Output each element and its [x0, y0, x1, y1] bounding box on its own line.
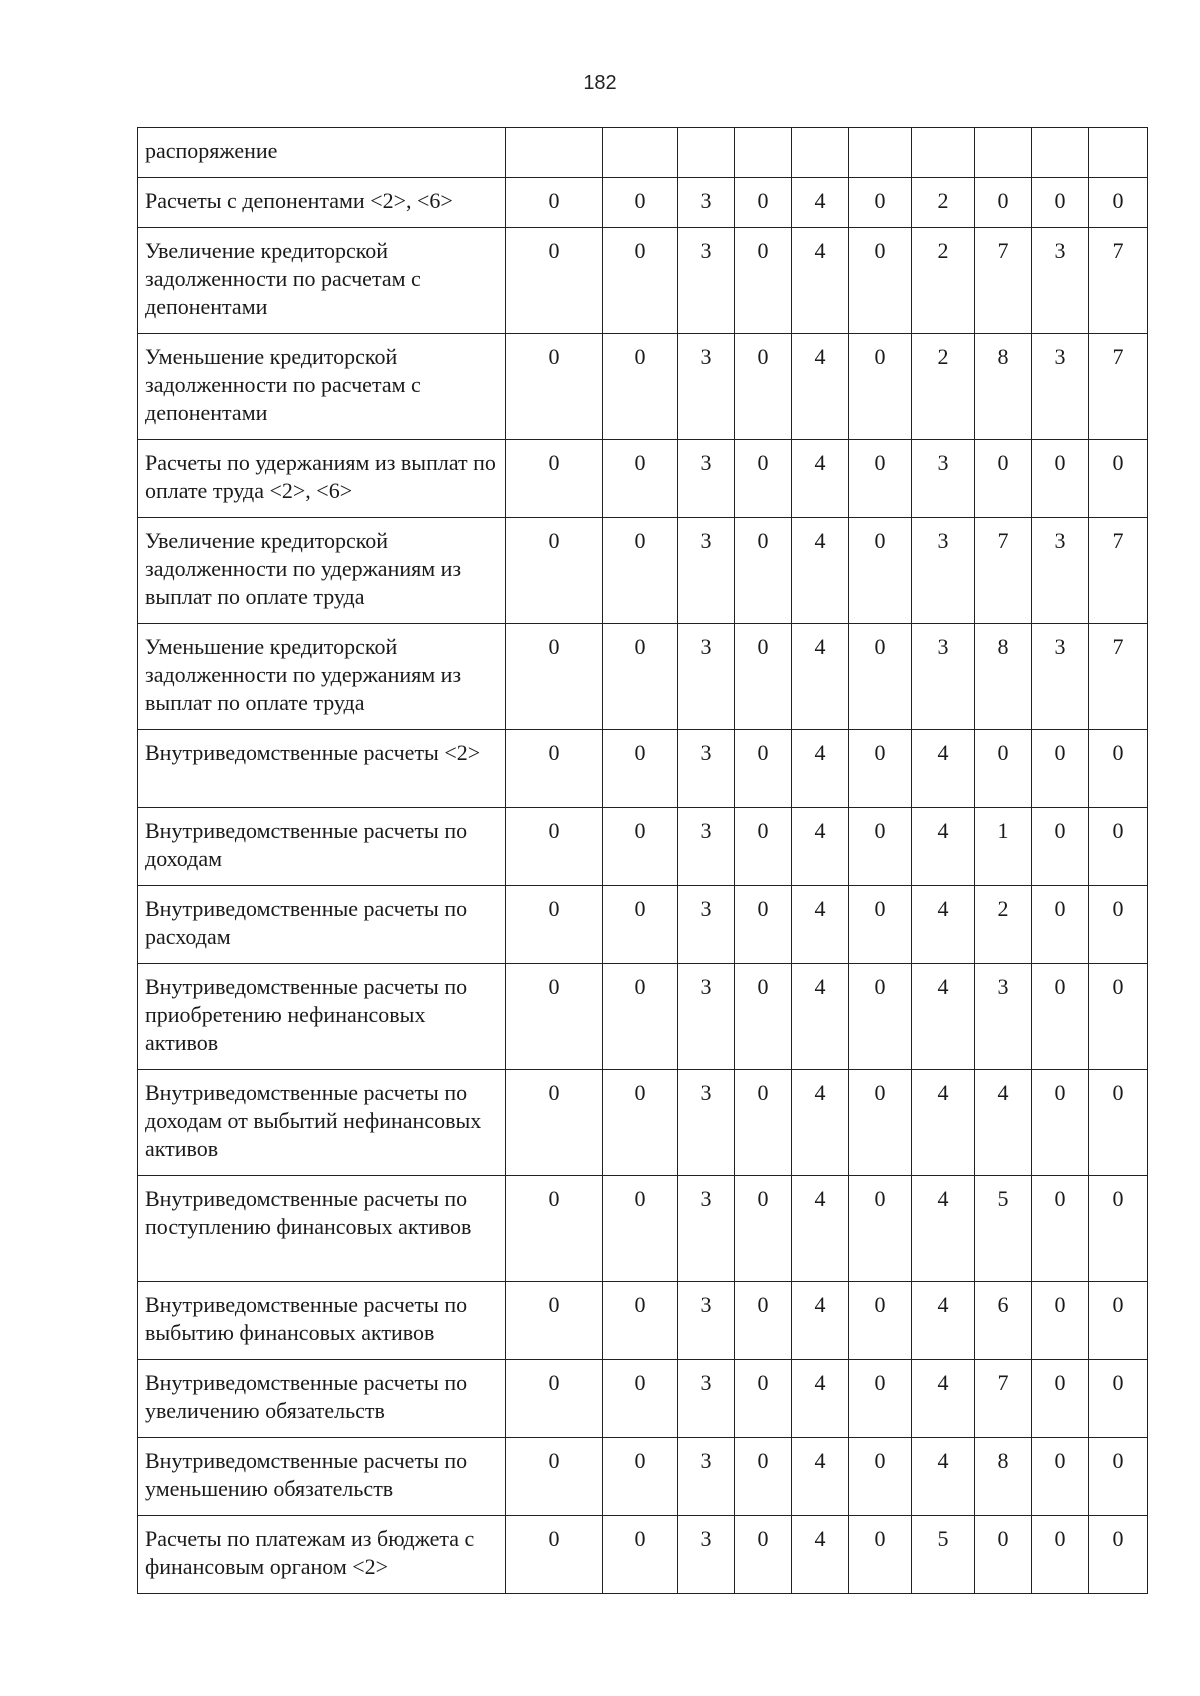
code-digit-cell: 0 — [975, 178, 1032, 228]
code-digit-cell: 4 — [975, 1070, 1032, 1176]
code-digit-cell: 3 — [912, 440, 975, 518]
code-digit-cell: 3 — [678, 1438, 735, 1516]
code-digit-cell — [678, 128, 735, 178]
code-digit-cell: 3 — [1032, 624, 1089, 730]
code-digit-cell — [849, 128, 912, 178]
code-digit-cell: 0 — [506, 1070, 603, 1176]
code-digit-cell: 3 — [678, 1176, 735, 1282]
code-digit-cell: 0 — [735, 518, 792, 624]
code-digit-cell: 0 — [506, 518, 603, 624]
code-digit-cell: 0 — [603, 334, 678, 440]
account-name-cell: Увеличение кредиторской задолженности по удержаниям из выплат по оплате труда — [138, 518, 506, 624]
code-digit-cell: 4 — [912, 964, 975, 1070]
code-digit-cell: 4 — [792, 1516, 849, 1594]
table-row — [138, 1176, 1148, 1282]
code-digit-cell: 4 — [912, 1282, 975, 1360]
code-digit-cell: 0 — [603, 1176, 678, 1282]
code-digit-cell: 5 — [912, 1516, 975, 1594]
code-digit-cell: 7 — [1089, 334, 1148, 440]
code-digit-cell: 0 — [1032, 1282, 1089, 1360]
code-digit-cell: 3 — [975, 964, 1032, 1070]
page-number: 182 — [583, 72, 617, 94]
code-digit-cell: 0 — [849, 1282, 912, 1360]
code-digit-cell: 3 — [1032, 334, 1089, 440]
account-name-cell: Внутриведомственные расчеты по поступлению финансовых активов — [138, 1176, 506, 1282]
code-digit-cell: 3 — [1032, 518, 1089, 624]
code-digit-cell: 2 — [975, 886, 1032, 964]
code-digit-cell: 0 — [1089, 730, 1148, 808]
code-digit-cell — [735, 128, 792, 178]
account-name-cell: Уменьшение кредиторской задолженности по расчетам с депонентами — [138, 334, 506, 440]
code-digit-cell: 2 — [912, 228, 975, 334]
code-digit-cell: 0 — [1089, 886, 1148, 964]
code-digit-cell: 0 — [1032, 964, 1089, 1070]
code-digit-cell: 0 — [1032, 1438, 1089, 1516]
code-digit-cell: 3 — [678, 440, 735, 518]
code-digit-cell: 0 — [735, 1176, 792, 1282]
code-digit-cell: 4 — [792, 1176, 849, 1282]
code-digit-cell: 6 — [975, 1282, 1032, 1360]
code-digit-cell: 7 — [1089, 624, 1148, 730]
account-name-cell: Внутриведомственные расчеты <2> — [138, 730, 506, 808]
table-row — [138, 228, 1148, 334]
code-digit-cell: 4 — [792, 1438, 849, 1516]
code-digit-cell: 3 — [678, 624, 735, 730]
code-digit-cell: 0 — [1032, 730, 1089, 808]
code-digit-cell: 7 — [975, 1360, 1032, 1438]
account-name-cell: Расчеты с депонентами <2>, <6> — [138, 178, 506, 228]
code-digit-cell: 4 — [792, 624, 849, 730]
code-digit-cell: 0 — [1032, 440, 1089, 518]
account-name-cell: Увеличение кредиторской задолженности по расчетам с депонентами — [138, 228, 506, 334]
code-digit-cell: 0 — [735, 178, 792, 228]
code-digit-cell: 0 — [735, 1516, 792, 1594]
table-row — [138, 1438, 1148, 1516]
code-digit-cell: 0 — [849, 624, 912, 730]
code-digit-cell: 0 — [735, 440, 792, 518]
code-digit-cell: 0 — [603, 178, 678, 228]
code-digit-cell: 0 — [975, 440, 1032, 518]
code-digit-cell: 7 — [1089, 518, 1148, 624]
code-digit-cell: 3 — [678, 1070, 735, 1176]
code-digit-cell: 3 — [678, 964, 735, 1070]
code-digit-cell: 3 — [678, 1282, 735, 1360]
code-digit-cell: 3 — [678, 334, 735, 440]
code-digit-cell: 8 — [975, 1438, 1032, 1516]
code-digit-cell: 0 — [1032, 886, 1089, 964]
table-row — [138, 624, 1148, 730]
code-digit-cell: 0 — [735, 1070, 792, 1176]
code-digit-cell: 0 — [849, 1516, 912, 1594]
code-digit-cell: 4 — [912, 808, 975, 886]
code-digit-cell: 0 — [975, 730, 1032, 808]
code-digit-cell: 0 — [735, 1438, 792, 1516]
code-digit-cell: 0 — [849, 1360, 912, 1438]
table-row — [138, 1070, 1148, 1176]
code-digit-cell: 0 — [506, 1438, 603, 1516]
code-digit-cell: 4 — [792, 178, 849, 228]
code-digit-cell: 0 — [506, 808, 603, 886]
code-digit-cell: 0 — [1089, 1176, 1148, 1282]
account-name-cell: Внутриведомственные расчеты по увеличению обязательств — [138, 1360, 506, 1438]
table-row — [138, 334, 1148, 440]
code-digit-cell — [1089, 128, 1148, 178]
code-digit-cell: 0 — [1089, 808, 1148, 886]
code-digit-cell: 0 — [849, 964, 912, 1070]
code-digit-cell: 3 — [678, 1360, 735, 1438]
code-digit-cell: 0 — [1032, 1176, 1089, 1282]
code-digit-cell: 3 — [678, 808, 735, 886]
code-digit-cell: 0 — [1032, 1360, 1089, 1438]
account-name-cell: Внутриведомственные расчеты по уменьшению обязательств — [138, 1438, 506, 1516]
code-digit-cell: 0 — [1089, 1438, 1148, 1516]
code-digit-cell: 0 — [603, 624, 678, 730]
account-name-cell: Расчеты по удержаниям из выплат по оплате труда <2>, <6> — [138, 440, 506, 518]
code-digit-cell: 0 — [975, 1516, 1032, 1594]
code-digit-cell: 0 — [1032, 178, 1089, 228]
code-digit-cell: 0 — [1089, 1516, 1148, 1594]
code-digit-cell — [912, 128, 975, 178]
code-digit-cell: 0 — [735, 1282, 792, 1360]
table-row — [138, 730, 1148, 808]
code-digit-cell: 7 — [975, 228, 1032, 334]
code-digit-cell: 0 — [1089, 964, 1148, 1070]
table-body — [138, 128, 1148, 1594]
account-name-cell: Расчеты по платежам из бюджета с финансовым органом <2> — [138, 1516, 506, 1594]
code-digit-cell: 0 — [603, 1516, 678, 1594]
table-row — [138, 440, 1148, 518]
code-digit-cell: 4 — [792, 730, 849, 808]
code-digit-cell: 0 — [506, 334, 603, 440]
code-digit-cell — [506, 128, 603, 178]
account-name-cell: Уменьшение кредиторской задолженности по удержаниям из выплат по оплате труда — [138, 624, 506, 730]
code-digit-cell: 4 — [792, 334, 849, 440]
code-digit-cell: 3 — [678, 1516, 735, 1594]
code-digit-cell: 0 — [735, 334, 792, 440]
code-digit-cell: 0 — [849, 440, 912, 518]
code-digit-cell: 3 — [678, 178, 735, 228]
code-digit-cell: 3 — [1032, 228, 1089, 334]
code-digit-cell: 0 — [849, 730, 912, 808]
code-digit-cell: 0 — [849, 178, 912, 228]
code-digit-cell: 4 — [912, 1070, 975, 1176]
code-digit-cell: 8 — [975, 624, 1032, 730]
code-digit-cell: 0 — [506, 886, 603, 964]
code-digit-cell: 2 — [912, 334, 975, 440]
code-digit-cell: 3 — [912, 518, 975, 624]
code-digit-cell — [792, 128, 849, 178]
code-digit-cell: 0 — [1089, 1282, 1148, 1360]
code-digit-cell: 0 — [603, 808, 678, 886]
code-digit-cell: 0 — [735, 228, 792, 334]
code-digit-cell: 4 — [912, 1360, 975, 1438]
code-digit-cell: 5 — [975, 1176, 1032, 1282]
code-digit-cell — [975, 128, 1032, 178]
table-row — [138, 886, 1148, 964]
code-digit-cell: 0 — [1032, 1070, 1089, 1176]
code-digit-cell: 0 — [735, 730, 792, 808]
code-digit-cell: 2 — [912, 178, 975, 228]
code-digit-cell: 0 — [735, 624, 792, 730]
account-codes-table — [137, 127, 1148, 1594]
code-digit-cell: 4 — [792, 1360, 849, 1438]
code-digit-cell: 3 — [912, 624, 975, 730]
code-digit-cell: 0 — [603, 228, 678, 334]
code-digit-cell: 4 — [912, 1438, 975, 1516]
code-digit-cell: 0 — [506, 624, 603, 730]
code-digit-cell: 0 — [1089, 178, 1148, 228]
code-digit-cell: 0 — [506, 1282, 603, 1360]
code-digit-cell: 4 — [792, 518, 849, 624]
table-row — [138, 518, 1148, 624]
code-digit-cell: 0 — [603, 1070, 678, 1176]
account-name-cell: Внутриведомственные расчеты по приобретению нефинансовых активов — [138, 964, 506, 1070]
account-name-cell: Внутриведомственные расчеты по доходам от выбытий нефинансовых активов — [138, 1070, 506, 1176]
account-name-cell: Внутриведомственные расчеты по расходам — [138, 886, 506, 964]
code-digit-cell: 0 — [849, 886, 912, 964]
table-row — [138, 1360, 1148, 1438]
code-digit-cell: 4 — [792, 886, 849, 964]
code-digit-cell: 8 — [975, 334, 1032, 440]
code-digit-cell: 1 — [975, 808, 1032, 886]
code-digit-cell: 4 — [792, 440, 849, 518]
code-digit-cell: 0 — [506, 440, 603, 518]
code-digit-cell: 0 — [1032, 808, 1089, 886]
code-digit-cell: 0 — [849, 228, 912, 334]
code-digit-cell: 0 — [506, 1360, 603, 1438]
code-digit-cell: 0 — [603, 1360, 678, 1438]
code-digit-cell: 4 — [912, 886, 975, 964]
code-digit-cell: 0 — [1032, 1516, 1089, 1594]
code-digit-cell: 0 — [1089, 440, 1148, 518]
code-digit-cell: 0 — [1089, 1070, 1148, 1176]
code-digit-cell: 0 — [603, 886, 678, 964]
code-digit-cell: 0 — [849, 1070, 912, 1176]
code-digit-cell: 4 — [912, 1176, 975, 1282]
code-digit-cell: 7 — [975, 518, 1032, 624]
table-row — [138, 1282, 1148, 1360]
code-digit-cell: 4 — [912, 730, 975, 808]
code-digit-cell: 4 — [792, 964, 849, 1070]
code-digit-cell: 0 — [506, 1176, 603, 1282]
code-digit-cell: 0 — [735, 964, 792, 1070]
code-digit-cell: 3 — [678, 730, 735, 808]
code-digit-cell: 0 — [506, 730, 603, 808]
code-digit-cell: 3 — [678, 228, 735, 334]
code-digit-cell: 0 — [735, 886, 792, 964]
code-digit-cell: 0 — [849, 1438, 912, 1516]
code-digit-cell: 0 — [603, 1282, 678, 1360]
account-name-cell: распоряжение — [138, 128, 506, 178]
code-digit-cell: 0 — [506, 964, 603, 1070]
account-name-cell: Внутриведомственные расчеты по доходам — [138, 808, 506, 886]
code-digit-cell: 4 — [792, 808, 849, 886]
code-digit-cell: 4 — [792, 228, 849, 334]
code-digit-cell — [1032, 128, 1089, 178]
code-digit-cell: 0 — [849, 518, 912, 624]
code-digit-cell: 0 — [506, 178, 603, 228]
code-digit-cell: 0 — [603, 440, 678, 518]
code-digit-cell: 0 — [849, 808, 912, 886]
code-digit-cell: 0 — [849, 334, 912, 440]
code-digit-cell — [603, 128, 678, 178]
code-digit-cell: 0 — [603, 964, 678, 1070]
table-row — [138, 1516, 1148, 1594]
code-digit-cell: 0 — [506, 228, 603, 334]
code-digit-cell: 0 — [506, 1516, 603, 1594]
code-digit-cell: 3 — [678, 886, 735, 964]
code-digit-cell: 4 — [792, 1070, 849, 1176]
table-row — [138, 128, 1148, 178]
code-digit-cell: 0 — [1089, 1360, 1148, 1438]
code-digit-cell: 0 — [603, 518, 678, 624]
code-digit-cell: 0 — [735, 1360, 792, 1438]
table-row — [138, 178, 1148, 228]
code-digit-cell: 0 — [735, 808, 792, 886]
table-row — [138, 964, 1148, 1070]
code-digit-cell: 0 — [849, 1176, 912, 1282]
code-digit-cell: 0 — [603, 1438, 678, 1516]
code-digit-cell: 4 — [792, 1282, 849, 1360]
code-digit-cell: 0 — [603, 730, 678, 808]
code-digit-cell: 7 — [1089, 228, 1148, 334]
account-name-cell: Внутриведомственные расчеты по выбытию финансовых активов — [138, 1282, 506, 1360]
table-row — [138, 808, 1148, 886]
code-digit-cell: 3 — [678, 518, 735, 624]
